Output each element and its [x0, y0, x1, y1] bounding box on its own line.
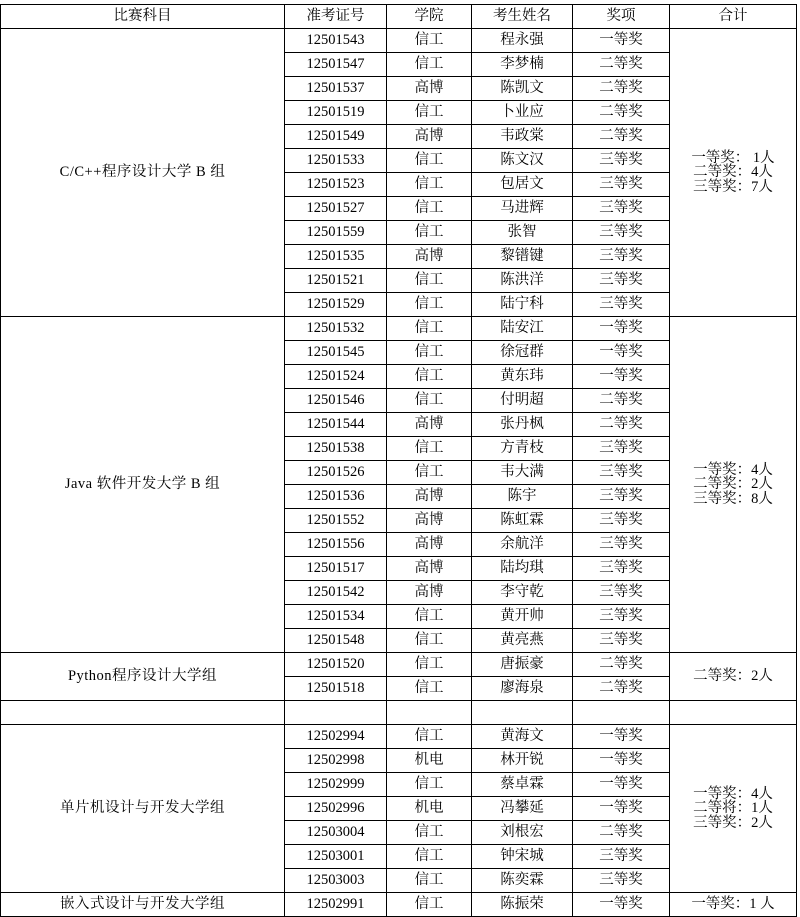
cell-award: 二等奖 — [573, 389, 670, 413]
cell-name: 张智 — [472, 221, 573, 245]
cell-name: 蔡卓霖 — [472, 773, 573, 797]
cell-college: 信工 — [387, 845, 472, 869]
cell-award: 三等奖 — [573, 533, 670, 557]
cell-name: 卜业应 — [472, 101, 573, 125]
spacer-row — [1, 701, 797, 725]
cell-award: 二等奖 — [573, 101, 670, 125]
cell-ticket: 12501520 — [285, 653, 387, 677]
cell-award: 三等奖 — [573, 173, 670, 197]
total-line-1: 二等奖：2人 — [693, 668, 773, 685]
cell-name: 黄东玮 — [472, 365, 573, 389]
cell-college: 信工 — [387, 821, 472, 845]
cell-name: 程永强 — [472, 29, 573, 53]
total-line-1: 一等奖：1 人 — [691, 896, 775, 913]
cell-ticket: 12501533 — [285, 149, 387, 173]
cell-ticket: 12503004 — [285, 821, 387, 845]
cell-award: 三等奖 — [573, 869, 670, 893]
cell-award: 二等奖 — [573, 677, 670, 701]
cell-ticket: 12501532 — [285, 317, 387, 341]
cell-ticket: 12502994 — [285, 725, 387, 749]
cell-award: 三等奖 — [573, 509, 670, 533]
cell-ticket: 12501538 — [285, 437, 387, 461]
cell-ticket: 12501552 — [285, 509, 387, 533]
cell-award: 三等奖 — [573, 269, 670, 293]
spacer-cell — [285, 701, 387, 725]
cell-ticket: 12501545 — [285, 341, 387, 365]
table-row — [1, 29, 797, 53]
group-subject: Java 软件开发大学 B 组 — [1, 317, 285, 653]
cell-college: 信工 — [387, 221, 472, 245]
total-line-2: 二等奖：2人 — [693, 476, 773, 493]
cell-name: 陈虹霖 — [472, 509, 573, 533]
cell-name: 余航洋 — [472, 533, 573, 557]
cell-award: 二等奖 — [573, 653, 670, 677]
cell-name: 方青枝 — [472, 437, 573, 461]
table-header-row — [1, 5, 797, 29]
cell-college: 信工 — [387, 197, 472, 221]
column-header-total: 合计 — [670, 5, 797, 29]
total-line-1: 一等奖：4人 — [693, 785, 773, 802]
cell-ticket: 12501519 — [285, 101, 387, 125]
cell-award: 三等奖 — [573, 221, 670, 245]
cell-ticket: 12503003 — [285, 869, 387, 893]
table-row — [1, 725, 797, 749]
cell-name: 廖海泉 — [472, 677, 573, 701]
cell-college: 信工 — [387, 605, 472, 629]
cell-college: 信工 — [387, 629, 472, 653]
cell-college: 信工 — [387, 893, 472, 917]
cell-name: 李守乾 — [472, 581, 573, 605]
cell-ticket: 12501549 — [285, 125, 387, 149]
cell-ticket: 12501536 — [285, 485, 387, 509]
cell-college: 高博 — [387, 581, 472, 605]
cell-award: 二等奖 — [573, 125, 670, 149]
cell-name: 陆安江 — [472, 317, 573, 341]
cell-college: 信工 — [387, 149, 472, 173]
total-line-2: 二等将：1人 — [693, 800, 773, 817]
cell-award: 三等奖 — [573, 845, 670, 869]
cell-ticket: 12502996 — [285, 797, 387, 821]
cell-college: 信工 — [387, 29, 472, 53]
cell-award: 一等奖 — [573, 341, 670, 365]
cell-ticket: 12501518 — [285, 677, 387, 701]
cell-name: 唐振豪 — [472, 653, 573, 677]
cell-name: 韦大满 — [472, 461, 573, 485]
cell-name: 黄开帅 — [472, 605, 573, 629]
cell-ticket: 12503001 — [285, 845, 387, 869]
cell-college: 信工 — [387, 173, 472, 197]
group-subject: C/C++程序设计大学 B 组 — [1, 29, 285, 317]
cell-ticket: 12501526 — [285, 461, 387, 485]
cell-college: 高博 — [387, 533, 472, 557]
cell-college: 信工 — [387, 725, 472, 749]
cell-name: 林开锐 — [472, 749, 573, 773]
cell-name: 黄海文 — [472, 725, 573, 749]
cell-award: 二等奖 — [573, 821, 670, 845]
cell-ticket: 12501535 — [285, 245, 387, 269]
cell-award: 三等奖 — [573, 485, 670, 509]
cell-name: 冯攀延 — [472, 797, 573, 821]
cell-award: 一等奖 — [573, 725, 670, 749]
total-line-1: 一等奖： 1人 — [691, 149, 775, 166]
cell-award: 三等奖 — [573, 149, 670, 173]
cell-award: 二等奖 — [573, 413, 670, 437]
total-line-2: 二等奖：4人 — [693, 164, 773, 181]
cell-college: 高博 — [387, 77, 472, 101]
spacer-cell — [472, 701, 573, 725]
table-row — [1, 653, 797, 677]
group-subject: 单片机设计与开发大学组 — [1, 725, 285, 893]
cell-ticket: 12501547 — [285, 53, 387, 77]
cell-ticket: 12501542 — [285, 581, 387, 605]
cell-college: 高博 — [387, 557, 472, 581]
cell-name: 刘根宏 — [472, 821, 573, 845]
cell-award: 一等奖 — [573, 317, 670, 341]
cell-college: 机电 — [387, 749, 472, 773]
group-total — [670, 653, 797, 701]
cell-name: 马进辉 — [472, 197, 573, 221]
cell-ticket: 12501546 — [285, 389, 387, 413]
cell-award: 三等奖 — [573, 557, 670, 581]
cell-ticket: 12502991 — [285, 893, 387, 917]
column-header-subject: 比赛科目 — [1, 5, 285, 29]
cell-college: 信工 — [387, 317, 472, 341]
cell-name: 张丹枫 — [472, 413, 573, 437]
cell-college: 信工 — [387, 269, 472, 293]
cell-college: 信工 — [387, 389, 472, 413]
cell-college: 信工 — [387, 53, 472, 77]
cell-award: 三等奖 — [573, 293, 670, 317]
cell-award: 三等奖 — [573, 605, 670, 629]
cell-ticket: 12501517 — [285, 557, 387, 581]
cell-college: 信工 — [387, 365, 472, 389]
cell-ticket: 12502999 — [285, 773, 387, 797]
cell-ticket: 12501534 — [285, 605, 387, 629]
cell-college: 信工 — [387, 293, 472, 317]
spacer-cell — [1, 701, 285, 725]
cell-name: 黄亮燕 — [472, 629, 573, 653]
cell-college: 信工 — [387, 341, 472, 365]
cell-name: 陈凯文 — [472, 77, 573, 101]
cell-name: 钟宋城 — [472, 845, 573, 869]
cell-ticket: 12501523 — [285, 173, 387, 197]
table-row — [1, 317, 797, 341]
group-subject: 嵌入式设计与开发大学组 — [1, 893, 285, 917]
cell-name: 李梦楠 — [472, 53, 573, 77]
cell-name: 包居文 — [472, 173, 573, 197]
column-header-name: 考生姓名 — [472, 5, 573, 29]
spacer-cell — [573, 701, 670, 725]
total-line-1: 一等奖：4人 — [693, 461, 773, 478]
cell-name: 付明超 — [472, 389, 573, 413]
group-total — [670, 725, 797, 893]
total-line-3: 三等奖：7人 — [693, 178, 773, 195]
cell-award: 一等奖 — [573, 365, 670, 389]
cell-award: 一等奖 — [573, 797, 670, 821]
cell-ticket: 12501524 — [285, 365, 387, 389]
spacer-cell — [387, 701, 472, 725]
cell-name: 韦政棠 — [472, 125, 573, 149]
cell-ticket: 12502998 — [285, 749, 387, 773]
cell-college: 信工 — [387, 437, 472, 461]
cell-college: 信工 — [387, 461, 472, 485]
cell-award: 一等奖 — [573, 773, 670, 797]
cell-award: 一等奖 — [573, 749, 670, 773]
cell-ticket: 12501543 — [285, 29, 387, 53]
table-row — [1, 893, 797, 917]
cell-name: 陆均琪 — [472, 557, 573, 581]
cell-name: 黎镨键 — [472, 245, 573, 269]
group-total — [670, 29, 797, 317]
cell-college: 高博 — [387, 245, 472, 269]
cell-award: 三等奖 — [573, 437, 670, 461]
group-total — [670, 893, 797, 917]
column-header-ticket: 准考证号 — [285, 5, 387, 29]
cell-college: 高博 — [387, 413, 472, 437]
cell-college: 机电 — [387, 797, 472, 821]
cell-ticket: 12501527 — [285, 197, 387, 221]
total-line-3: 三等奖：2人 — [693, 814, 773, 831]
cell-award: 三等奖 — [573, 629, 670, 653]
cell-ticket: 12501548 — [285, 629, 387, 653]
cell-award: 三等奖 — [573, 197, 670, 221]
cell-award: 二等奖 — [573, 53, 670, 77]
group-total — [670, 317, 797, 653]
cell-award: 三等奖 — [573, 245, 670, 269]
cell-college: 高博 — [387, 485, 472, 509]
cell-award: 一等奖 — [573, 893, 670, 917]
cell-name: 陈洪洋 — [472, 269, 573, 293]
cell-ticket: 12501537 — [285, 77, 387, 101]
column-header-award: 奖项 — [573, 5, 670, 29]
cell-award: 三等奖 — [573, 581, 670, 605]
cell-college: 信工 — [387, 869, 472, 893]
cell-ticket: 12501521 — [285, 269, 387, 293]
cell-name: 陈奕霖 — [472, 869, 573, 893]
cell-ticket: 12501544 — [285, 413, 387, 437]
cell-name: 陈文汉 — [472, 149, 573, 173]
cell-college: 信工 — [387, 773, 472, 797]
table-body — [1, 5, 797, 917]
column-header-college: 学院 — [387, 5, 472, 29]
total-line-3: 三等奖：8人 — [693, 490, 773, 507]
cell-college: 高博 — [387, 125, 472, 149]
cell-college: 高博 — [387, 509, 472, 533]
awards-table — [0, 4, 797, 917]
cell-name: 陈宇 — [472, 485, 573, 509]
cell-award: 三等奖 — [573, 461, 670, 485]
cell-name: 陆宁科 — [472, 293, 573, 317]
cell-name: 陈振荣 — [472, 893, 573, 917]
cell-ticket: 12501529 — [285, 293, 387, 317]
cell-award: 二等奖 — [573, 77, 670, 101]
cell-award: 一等奖 — [573, 29, 670, 53]
cell-college: 信工 — [387, 653, 472, 677]
group-subject: Python程序设计大学组 — [1, 653, 285, 701]
cell-ticket: 12501556 — [285, 533, 387, 557]
cell-college: 信工 — [387, 101, 472, 125]
cell-ticket: 12501559 — [285, 221, 387, 245]
spacer-cell — [670, 701, 797, 725]
cell-name: 徐冠群 — [472, 341, 573, 365]
cell-college: 信工 — [387, 677, 472, 701]
